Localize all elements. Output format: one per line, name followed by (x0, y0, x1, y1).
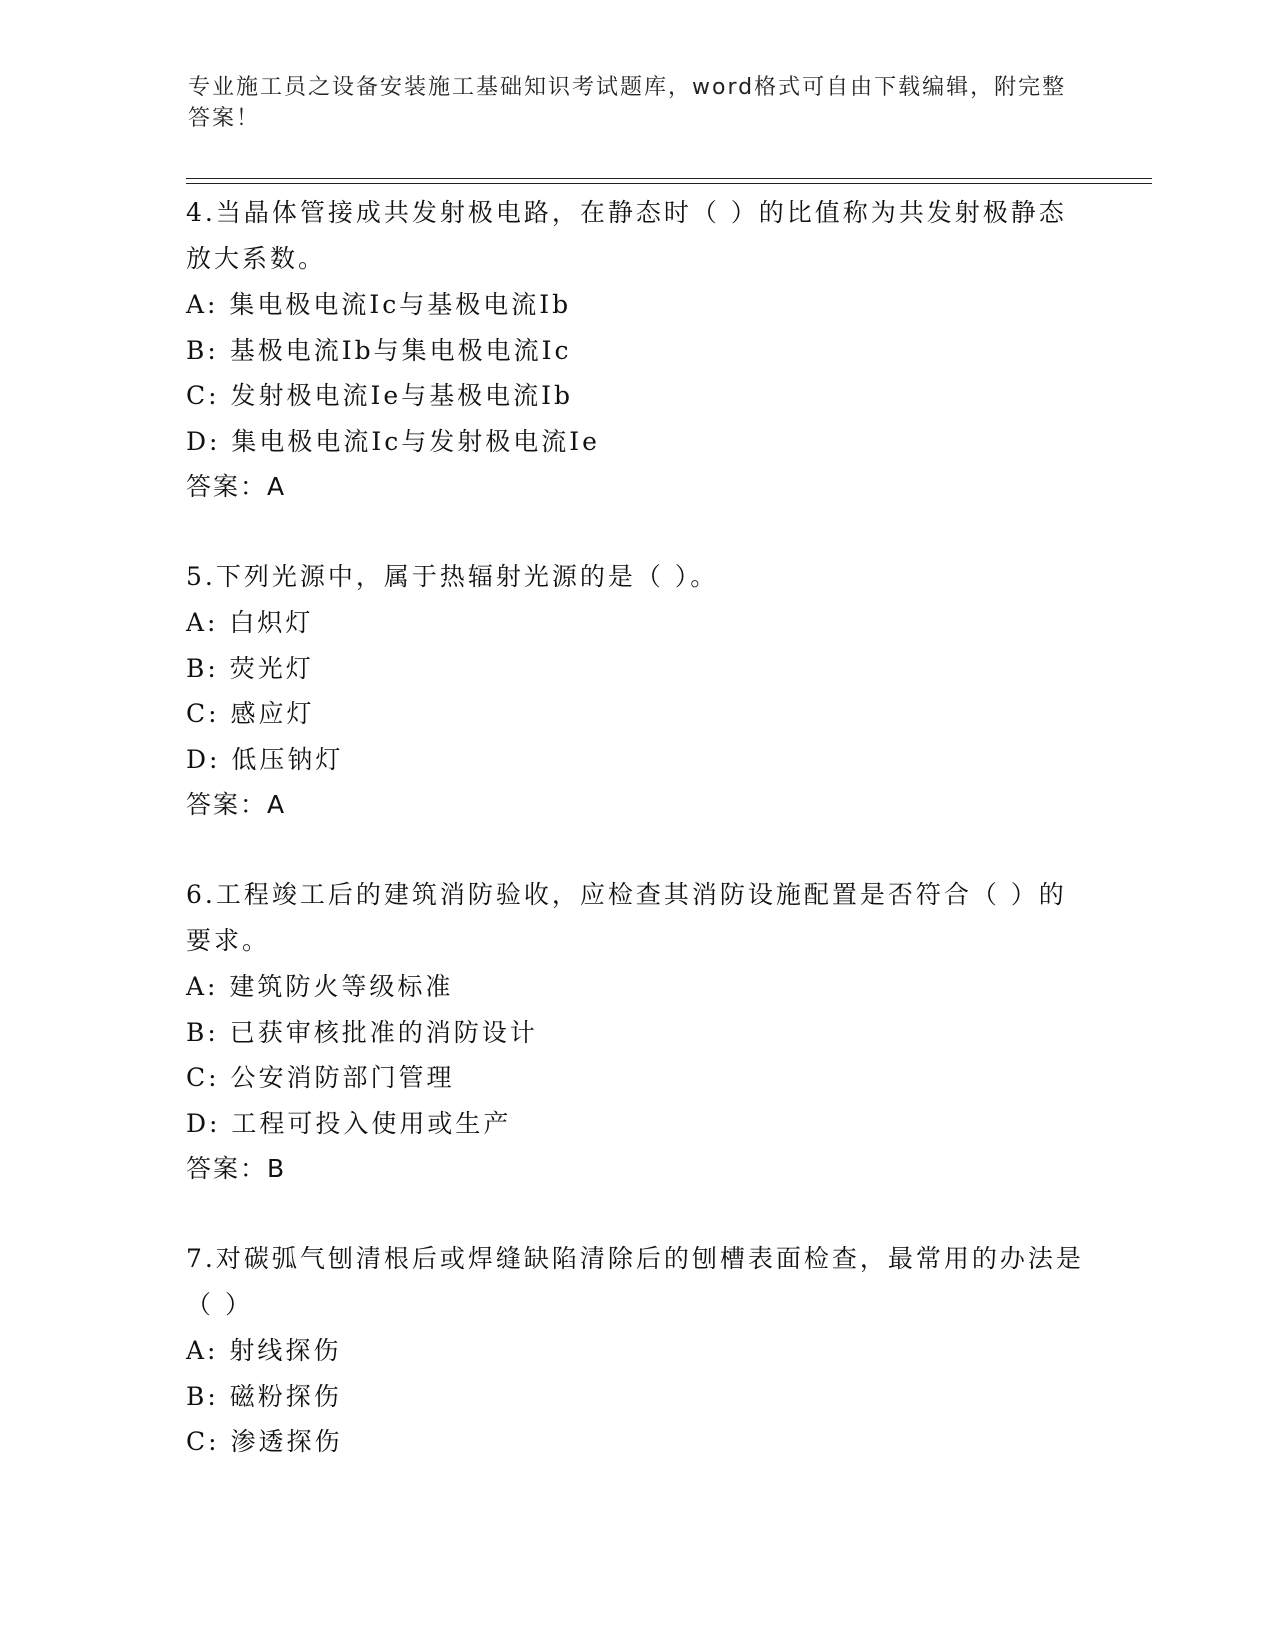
option-a: A: 建筑防火等级标准 (186, 972, 454, 1001)
option-b: B: 基极电流Ib与集电极电流Ic (186, 335, 572, 365)
question-stem: 4.当晶体管接成共发射极电路，在静态时（ ）的比值称为共发射极静态放大系数。 (186, 198, 1067, 273)
question-list (186, 190, 1086, 1509)
answer: 答案：A (186, 472, 287, 501)
option-c: C: 公安消防部门管理 (186, 1063, 455, 1092)
option-c: C: 渗透探伤 (186, 1427, 343, 1456)
option-b: B: 荧光灯 (186, 653, 314, 683)
question-4 (186, 190, 1086, 510)
option-d: D: 集电极电流Ic与发射极电流Ie (186, 426, 600, 456)
question-5 (186, 554, 1086, 828)
option-d: D: 低压钠灯 (186, 744, 344, 774)
question-7 (186, 1236, 1086, 1465)
question-stem: 5.下列光源中，属于热辐射光源的是（ ）。 (186, 562, 719, 591)
answer: 答案：A (186, 790, 287, 819)
question-stem: 6.工程竣工后的建筑消防验收，应检查其消防设施配置是否符合（ ）的要求。 (186, 880, 1067, 955)
option-a: A: 射线探伤 (186, 1336, 342, 1365)
answer: 答案：B (186, 1154, 287, 1183)
option-a: A: 白炽灯 (186, 608, 314, 637)
option-a: A: 集电极电流Ic与基极电流Ib (186, 290, 572, 319)
option-d: D: 工程可投入使用或生产 (186, 1108, 512, 1138)
option-b: B: 磁粉探伤 (186, 1381, 342, 1411)
question-6 (186, 872, 1086, 1192)
question-stem: 7.对碳弧气刨清根后或焊缝缺陷清除后的刨槽表面检查，最常用的办法是（ ） (186, 1244, 1084, 1319)
document-header: 专业施工员之设备安装施工基础知识考试题库，word格式可自由下载编辑，附完整答案！ (188, 75, 1067, 131)
header-divider (186, 178, 1152, 184)
option-b: B: 已获审核批准的消防设计 (186, 1017, 538, 1047)
option-c: C: 发射极电流Ie与基极电流Ib (186, 381, 574, 410)
option-c: C: 感应灯 (186, 699, 315, 728)
